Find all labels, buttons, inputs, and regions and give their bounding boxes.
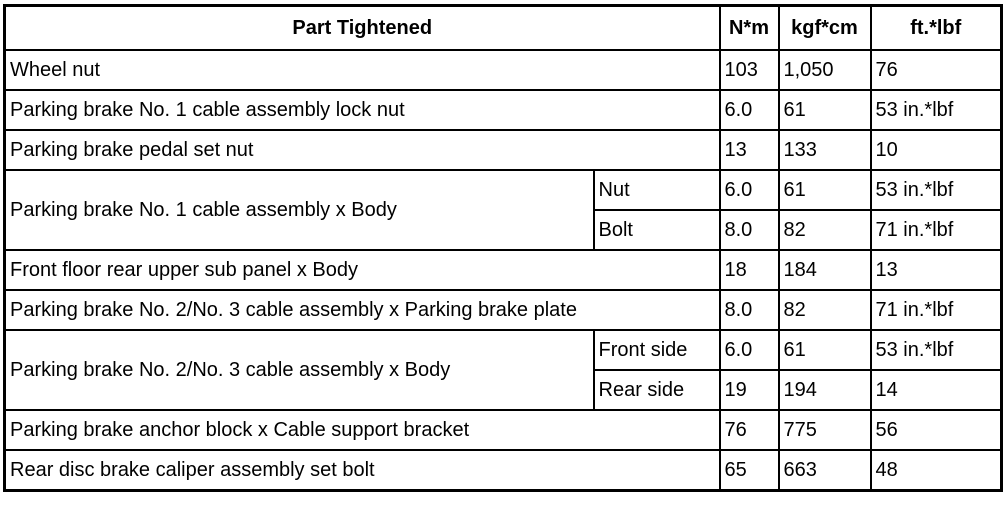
kgf-cell: 184 xyxy=(779,250,871,290)
header-nm: N*m xyxy=(720,6,779,51)
part-cell: Parking brake No. 1 cable assembly x Body xyxy=(5,170,594,250)
header-row xyxy=(5,6,1002,51)
kgf-cell: 133 xyxy=(779,130,871,170)
table-row xyxy=(5,290,1002,330)
ftlbf-cell: 53 in.*lbf xyxy=(871,170,1002,210)
ftlbf-cell: 76 xyxy=(871,50,1002,90)
sub-part-cell: Bolt xyxy=(594,210,720,250)
nm-cell: 8.0 xyxy=(720,210,779,250)
part-cell: Parking brake No. 1 cable assembly lock nut xyxy=(5,90,720,130)
nm-cell: 13 xyxy=(720,130,779,170)
header-part-tightened: Part Tightened xyxy=(5,6,720,51)
header-kgf-cm: kgf*cm xyxy=(779,6,871,51)
kgf-cell: 775 xyxy=(779,410,871,450)
table-row xyxy=(5,450,1002,491)
ftlbf-cell: 48 xyxy=(871,450,1002,491)
torque-spec-table xyxy=(3,4,1003,492)
ftlbf-cell: 56 xyxy=(871,410,1002,450)
sub-part-cell: Rear side xyxy=(594,370,720,410)
kgf-cell: 663 xyxy=(779,450,871,491)
kgf-cell: 82 xyxy=(779,290,871,330)
nm-cell: 19 xyxy=(720,370,779,410)
kgf-cell: 194 xyxy=(779,370,871,410)
kgf-cell: 82 xyxy=(779,210,871,250)
table-row xyxy=(5,330,1002,370)
table-row xyxy=(5,130,1002,170)
part-cell: Front floor rear upper sub panel x Body xyxy=(5,250,720,290)
part-cell: Parking brake No. 2/No. 3 cable assembly x Body xyxy=(5,330,594,410)
part-cell: Parking brake pedal set nut xyxy=(5,130,720,170)
ftlbf-cell: 14 xyxy=(871,370,1002,410)
table-row xyxy=(5,50,1002,90)
ftlbf-cell: 53 in.*lbf xyxy=(871,90,1002,130)
nm-cell: 8.0 xyxy=(720,290,779,330)
part-cell: Rear disc brake caliper assembly set bolt xyxy=(5,450,720,491)
ftlbf-cell: 71 in.*lbf xyxy=(871,210,1002,250)
part-cell: Parking brake anchor block x Cable support bracket xyxy=(5,410,720,450)
ftlbf-cell: 71 in.*lbf xyxy=(871,290,1002,330)
nm-cell: 76 xyxy=(720,410,779,450)
kgf-cell: 61 xyxy=(779,90,871,130)
table-row xyxy=(5,90,1002,130)
nm-cell: 103 xyxy=(720,50,779,90)
nm-cell: 65 xyxy=(720,450,779,491)
kgf-cell: 61 xyxy=(779,170,871,210)
kgf-cell: 1,050 xyxy=(779,50,871,90)
table-row xyxy=(5,250,1002,290)
kgf-cell: 61 xyxy=(779,330,871,370)
table-row xyxy=(5,170,1002,210)
ftlbf-cell: 53 in.*lbf xyxy=(871,330,1002,370)
part-cell: Wheel nut xyxy=(5,50,720,90)
nm-cell: 6.0 xyxy=(720,330,779,370)
part-cell: Parking brake No. 2/No. 3 cable assembly x Parking brake plate xyxy=(5,290,720,330)
nm-cell: 18 xyxy=(720,250,779,290)
header-ft-lbf: ft.*lbf xyxy=(871,6,1002,51)
table-row xyxy=(5,410,1002,450)
nm-cell: 6.0 xyxy=(720,90,779,130)
sub-part-cell: Nut xyxy=(594,170,720,210)
nm-cell: 6.0 xyxy=(720,170,779,210)
ftlbf-cell: 13 xyxy=(871,250,1002,290)
ftlbf-cell: 10 xyxy=(871,130,1002,170)
sub-part-cell: Front side xyxy=(594,330,720,370)
